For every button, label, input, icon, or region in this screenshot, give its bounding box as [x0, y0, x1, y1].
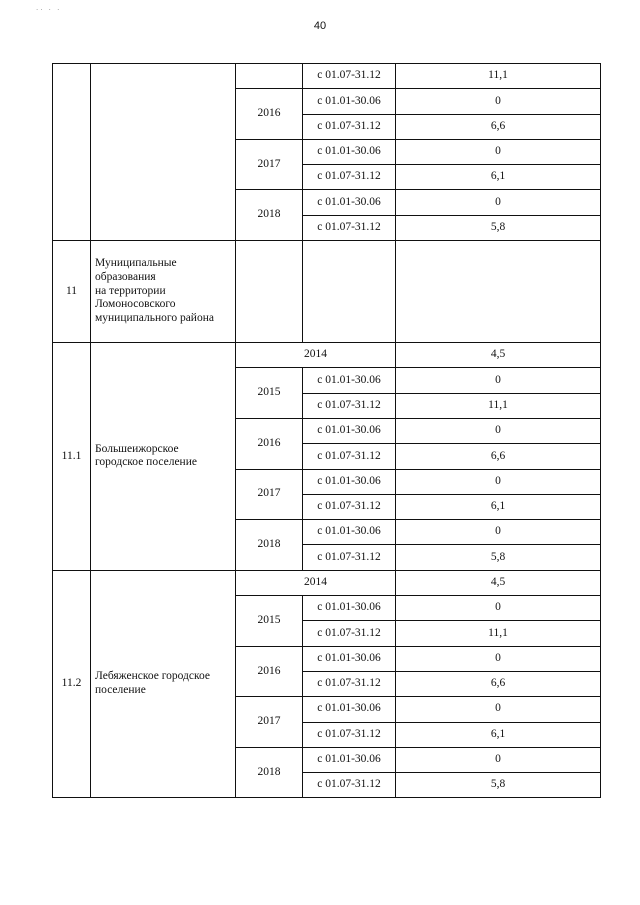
value-cell: 6,6 — [396, 671, 601, 696]
value-cell: 5,8 — [396, 773, 601, 798]
period-cell: с 01.01-30.06 — [303, 697, 396, 722]
period-cell: с 01.07-31.12 — [303, 545, 396, 570]
value-cell: 11,1 — [396, 64, 601, 89]
table-row-section-11 — [53, 241, 601, 343]
row-number-cell — [53, 64, 91, 241]
value-cell: 11,1 — [396, 621, 601, 646]
value-cell: 4,5 — [396, 343, 601, 368]
value-cell: 6,1 — [396, 494, 601, 519]
value-cell: 0 — [396, 747, 601, 772]
row-number-cell: 11.1 — [53, 343, 91, 571]
table-row — [53, 64, 601, 89]
page-number: 40 — [313, 20, 327, 32]
period-cell: с 01.07-31.12 — [303, 64, 396, 89]
period-cell: с 01.07-31.12 — [303, 621, 396, 646]
year-cell: 2017 — [236, 469, 303, 520]
value-cell — [396, 241, 601, 343]
tariff-table — [52, 63, 601, 798]
period-cell: с 01.07-31.12 — [303, 444, 396, 469]
year-cell: 2014 — [236, 570, 396, 595]
value-cell: 0 — [396, 368, 601, 393]
value-cell: 0 — [396, 469, 601, 494]
year-cell: 2018 — [236, 190, 303, 241]
value-cell: 5,8 — [396, 215, 601, 240]
row-name-cell: Большеижорское городское поселение — [91, 343, 236, 571]
value-cell: 0 — [396, 139, 601, 164]
scan-artifact: ·· · · — [36, 6, 62, 14]
row-name-cell: Лебяженское городское поселение — [91, 570, 236, 798]
value-cell: 0 — [396, 89, 601, 114]
value-cell: 4,5 — [396, 570, 601, 595]
value-cell: 0 — [396, 646, 601, 671]
period-cell: с 01.07-31.12 — [303, 165, 396, 190]
period-cell: с 01.01-30.06 — [303, 368, 396, 393]
value-cell: 0 — [396, 596, 601, 621]
year-cell: 2017 — [236, 697, 303, 748]
value-cell: 6,6 — [396, 114, 601, 139]
period-cell: с 01.07-31.12 — [303, 393, 396, 418]
year-cell: 2015 — [236, 368, 303, 419]
period-cell: с 01.01-30.06 — [303, 418, 396, 443]
period-cell: с 01.07-31.12 — [303, 114, 396, 139]
year-cell: 2018 — [236, 520, 303, 571]
year-cell — [236, 241, 303, 343]
year-cell: 2015 — [236, 596, 303, 647]
year-cell — [236, 64, 303, 89]
row-number-cell: 11 — [53, 241, 91, 343]
period-cell: с 01.07-31.12 — [303, 722, 396, 747]
table-row — [53, 570, 601, 595]
year-cell: 2016 — [236, 418, 303, 469]
period-cell: с 01.01-30.06 — [303, 89, 396, 114]
value-cell: 0 — [396, 697, 601, 722]
row-name-cell: Муниципальные образования на территории Ломоносовского муниципального района — [91, 241, 236, 343]
table-row — [53, 343, 601, 368]
period-cell: с 01.07-31.12 — [303, 215, 396, 240]
period-cell: с 01.01-30.06 — [303, 469, 396, 494]
value-cell: 6,1 — [396, 165, 601, 190]
value-cell: 0 — [396, 520, 601, 545]
period-cell: с 01.01-30.06 — [303, 747, 396, 772]
period-cell: с 01.01-30.06 — [303, 646, 396, 671]
year-cell: 2016 — [236, 89, 303, 140]
period-cell: с 01.01-30.06 — [303, 520, 396, 545]
year-cell: 2014 — [236, 343, 396, 368]
period-cell: с 01.07-31.12 — [303, 773, 396, 798]
value-cell: 0 — [396, 418, 601, 443]
value-cell: 0 — [396, 190, 601, 215]
value-cell: 6,1 — [396, 722, 601, 747]
row-number-cell: 11.2 — [53, 570, 91, 798]
period-cell: с 01.07-31.12 — [303, 494, 396, 519]
period-cell: с 01.07-31.12 — [303, 671, 396, 696]
period-cell: с 01.01-30.06 — [303, 139, 396, 164]
year-cell: 2016 — [236, 646, 303, 697]
year-cell: 2018 — [236, 747, 303, 798]
row-name-cell — [91, 64, 236, 241]
value-cell: 6,6 — [396, 444, 601, 469]
value-cell: 11,1 — [396, 393, 601, 418]
period-cell: с 01.01-30.06 — [303, 190, 396, 215]
period-cell: с 01.01-30.06 — [303, 596, 396, 621]
period-cell — [303, 241, 396, 343]
year-cell: 2017 — [236, 139, 303, 190]
value-cell: 5,8 — [396, 545, 601, 570]
